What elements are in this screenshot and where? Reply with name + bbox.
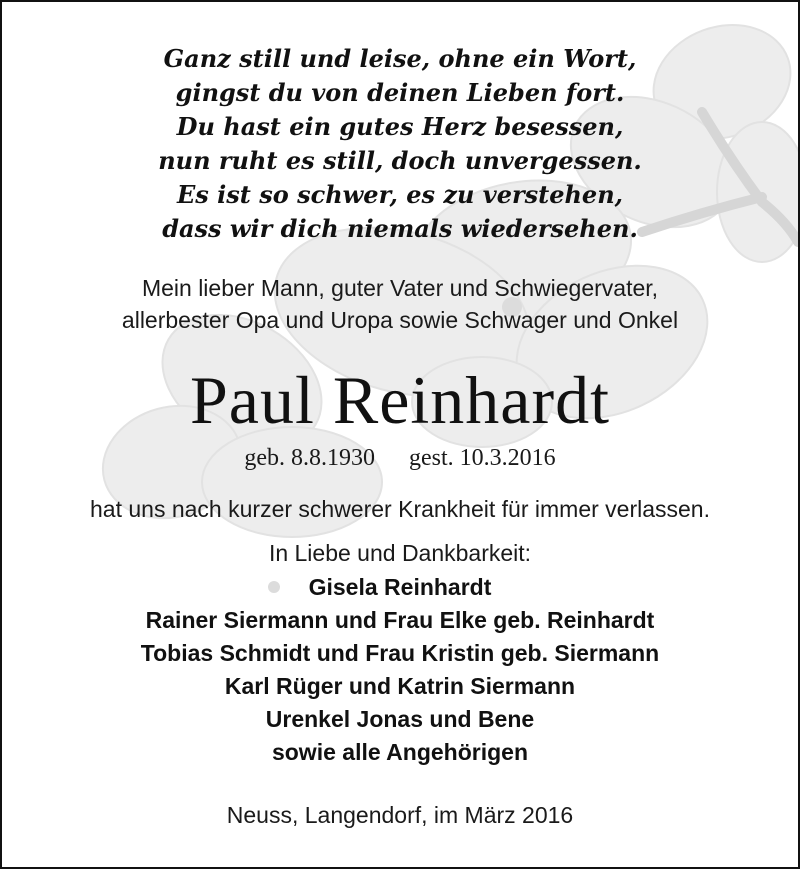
mourners-list	[2, 571, 798, 769]
intro-line: allerbester Opa und Uropa sowie Schwager und Onkel	[121, 307, 679, 333]
intro-text	[2, 272, 798, 336]
life-dates	[2, 442, 798, 474]
mourner-item: Karl Rüger und Katrin Siermann	[224, 673, 576, 699]
farewell-text: hat uns nach kurzer schwerer Krankheit für immer verlassen.	[90, 496, 710, 522]
mourner-item: Rainer Siermann und Frau Elke geb. Reinhardt	[145, 607, 655, 633]
mourner-item: Tobias Schmidt und Frau Kristin geb. Siermann	[140, 640, 660, 666]
thanks-heading: In Liebe und Dankbarkeit:	[268, 540, 532, 566]
poem-line: gingst du von deinen Lieben fort.	[175, 78, 625, 107]
place-and-date: Neuss, Langendorf, im März 2016	[226, 802, 574, 828]
poem-line: Es ist so schwer, es zu verstehen,	[176, 180, 624, 209]
birth-date: geb. 8.8.1930	[244, 445, 375, 471]
poem-line: dass wir dich niemals wiedersehen.	[162, 214, 638, 243]
poem-line: Du hast ein gutes Herz besessen,	[176, 112, 624, 141]
mourner-item: Urenkel Jonas und Bene	[265, 706, 535, 732]
poem-line: Ganz still und leise, ohne ein Wort,	[163, 44, 637, 73]
poem-line: nun ruht es still, doch unvergessen.	[158, 146, 642, 175]
death-date: gest. 10.3.2016	[408, 445, 556, 471]
mourner-item: sowie alle Angehörigen	[271, 739, 529, 765]
intro-line: Mein lieber Mann, guter Vater und Schwiegervater,	[141, 275, 659, 301]
mourner-item: Gisela Reinhardt	[308, 574, 492, 600]
memorial-poem	[2, 42, 798, 246]
deceased-name: Paul Reinhardt	[189, 362, 611, 438]
